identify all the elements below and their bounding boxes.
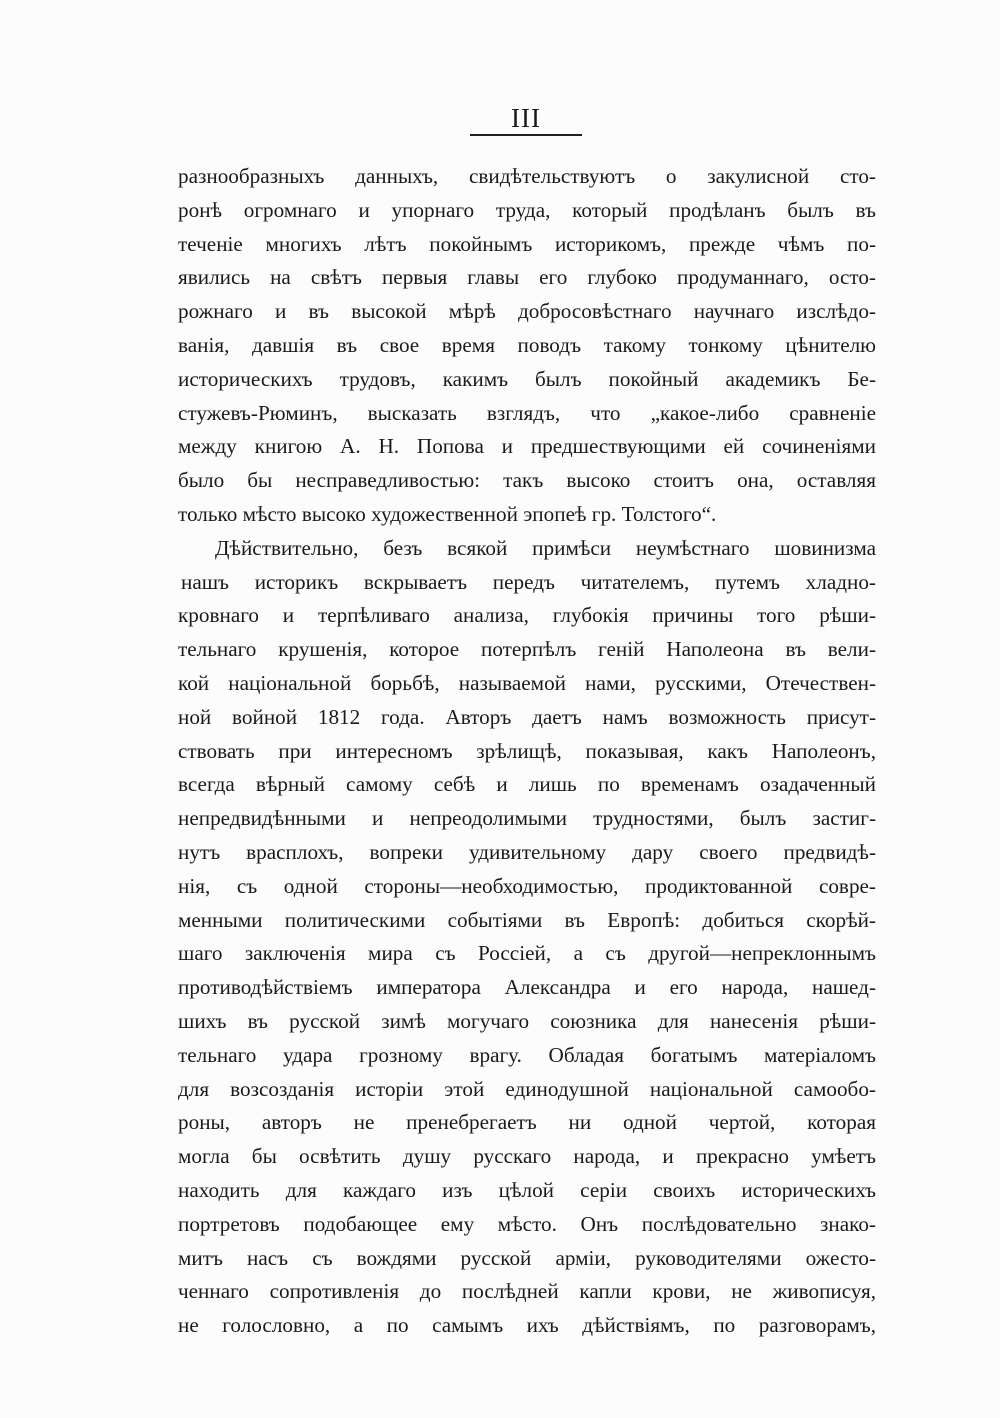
text-line: тельнаго крушенія, которое потерпѣлъ геній Наполеона въ вели- — [178, 637, 876, 662]
text-line: нутъ врасплохъ, вопреки удивительному дару своего предвидѣ- — [178, 839, 876, 864]
text-line: теченіе многихъ лѣтъ покойнымъ историкомъ, прежде чѣмъ по- — [178, 231, 876, 256]
text-line: только мѣсто высоко художественной эпопеѣ гр. Толстого“. — [178, 501, 717, 526]
text-line: портретовъ подобающее ему мѣсто. Онъ послѣдовательно знако- — [178, 1211, 876, 1236]
text-line: между книгою А. Н. Попова и предшествующими ей сочиненіями — [178, 434, 876, 459]
text-line: рожнаго и въ высокой мѣрѣ добросовѣстнаго научнаго изслѣдо- — [178, 299, 876, 324]
text-line: ной войной 1812 года. Авторъ даетъ намъ возможность присут- — [178, 704, 876, 729]
text-line: кровнаго и терпѣливаго анализа, глубокія причины того рѣши- — [178, 603, 876, 628]
text-line: не голословно, а по самымъ ихъ дѣйствіямъ, по разговорамъ, — [178, 1313, 876, 1338]
text-line: было бы несправедливостью: такъ высоко стоитъ она, оставляя — [178, 468, 876, 493]
page-number: III — [511, 103, 541, 133]
text-line: ствовать при интересномъ зрѣлищѣ, показывая, какъ Наполеонъ, — [178, 738, 876, 763]
text-line: Дѣйствительно, безъ всякой примѣси неумѣстнаго шовинизма — [215, 535, 876, 560]
text-line: явились на свѣтъ первыя главы его глубоко продуманнаго, осто- — [178, 265, 876, 290]
paragraph-1 — [178, 160, 876, 532]
text-line: ченнаго сопротивленія до послѣдней капли крови, не живописуя, — [178, 1279, 876, 1304]
text-line: могла бы освѣтить душу русскаго народа, и прекрасно умѣетъ — [178, 1144, 876, 1169]
text-line: кой національной борьбѣ, называемой нами, русскими, Отечествен- — [178, 670, 876, 695]
text-line: находить для каждаго изъ цѣлой серіи своихъ историческихъ — [178, 1177, 876, 1202]
text-line: шаго заключенія мира съ Россіей, а съ другой—непреклоннымъ — [178, 941, 876, 966]
text-line: ронѣ огромнаго и упорнаго труда, который продѣланъ былъ въ — [178, 197, 876, 222]
text-line: для возсозданія исторіи этой единодушной національной самообо- — [178, 1076, 876, 1101]
text-line: историческихъ трудовъ, какимъ былъ покойный академикъ Бе- — [178, 366, 876, 391]
text-line: непредвидѣнными и непреодолимыми трудностями, былъ застиг- — [178, 806, 876, 831]
text-line: всегда вѣрный самому себѣ и лишь по временамъ озадаченный — [178, 772, 876, 797]
text-line: нія, съ одной стороны—необходимостью, продиктованной совре- — [178, 873, 876, 898]
text-line: митъ насъ съ вождями русской арміи, руководителями ожесто- — [178, 1245, 876, 1270]
text-line: разнообразныхъ данныхъ, свидѣтельствуютъ о закулисной сто- — [178, 164, 876, 188]
header-rule — [470, 134, 582, 136]
text-line: нашъ историкъ вскрываетъ передъ читателемъ, путемъ хладно- — [181, 569, 876, 594]
text-line: ванія, давшія въ свое время поводъ такому тонкому цѣнителю — [178, 332, 876, 357]
paragraph-2 — [178, 532, 876, 1343]
text-line: шихъ въ русской зимѣ могучаго союзника для нанесенія рѣши- — [178, 1008, 876, 1033]
text-line: менными политическими событіями въ Европѣ: добиться скорѣй- — [178, 907, 876, 932]
body-text — [178, 160, 876, 1343]
text-line: роны, авторъ не пренебрегаетъ ни одной чертой, которая — [178, 1110, 876, 1135]
text-line: противодѣйствіемъ императора Александра и его народа, нашед- — [178, 975, 876, 1000]
text-line: стужевъ-Рюминъ, высказать взглядъ, что „какое-либо сравненіе — [178, 400, 876, 425]
text-line: тельнаго удара грозному врагу. Обладая богатымъ матеріаломъ — [178, 1042, 876, 1067]
